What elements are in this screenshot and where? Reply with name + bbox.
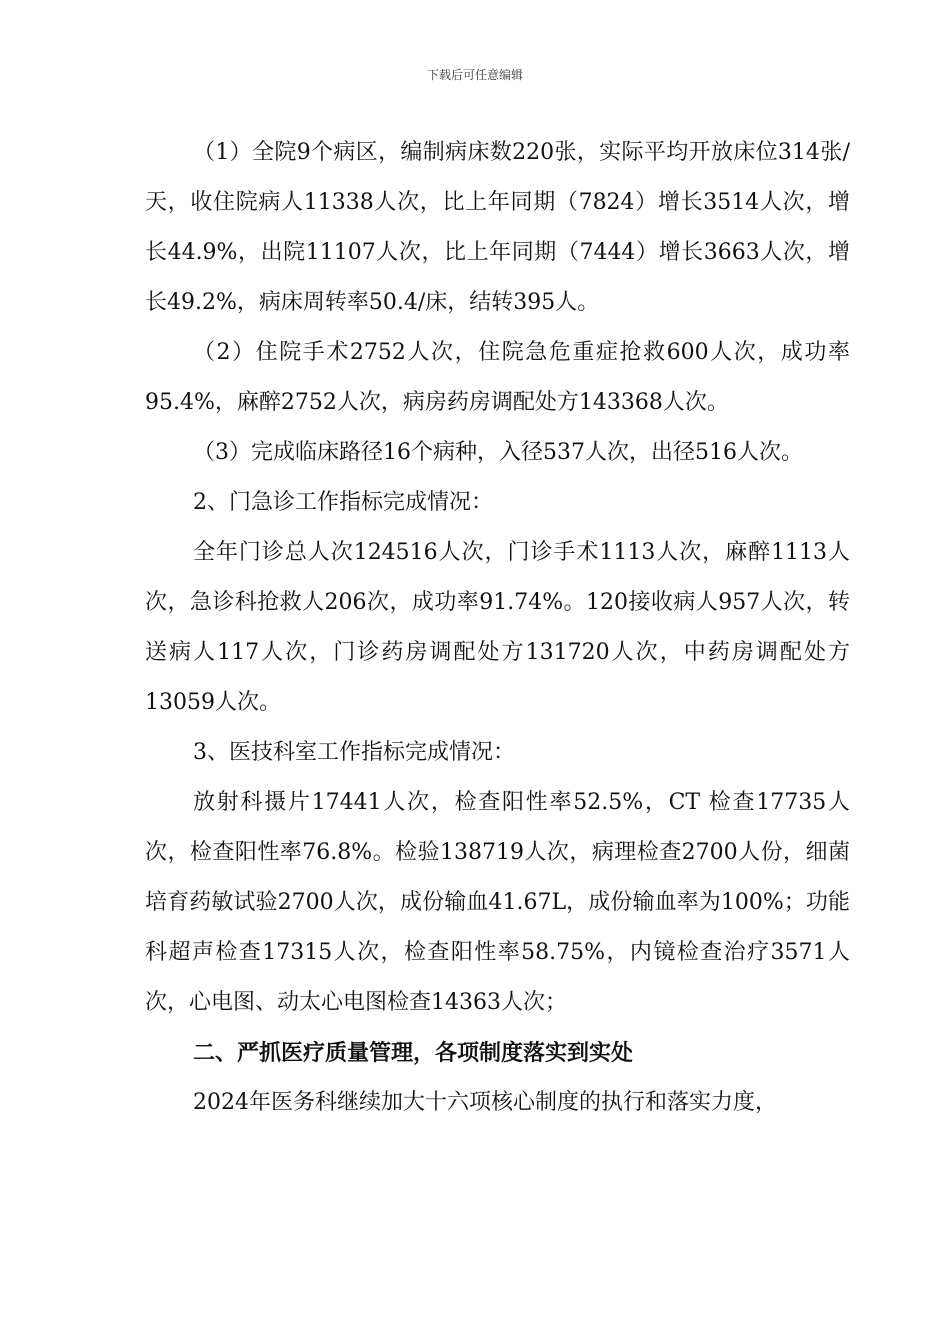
paragraph-outpatient-stats: 全年门诊总人次124516人次，门诊手术1113人次，麻醉1113人次，急诊科抢救人206次，成功率91.74%。120接收病人957人次，转送病人117人次，门诊药房调配处方131720人次，中药房调配处方13059人次。 bbox=[145, 540, 850, 715]
paragraph-surgery-stats: （2）住院手术2752人次，住院急危重症抢救600人次，成功率95.4%，麻醉2752人次，病房药房调配处方143368人次。 bbox=[145, 340, 850, 415]
section-title-outpatient: 2、门急诊工作指标完成情况： bbox=[193, 490, 493, 515]
section-title-medical-tech: 3、医技科室工作指标完成情况： bbox=[193, 740, 515, 765]
document-body bbox=[145, 128, 850, 1128]
paragraph-core-systems: 2024年医务科继续加大十六项核心制度的执行和落实力度， bbox=[193, 1090, 777, 1115]
paragraph-inpatient-stats: （1）全院9个病区，编制病床数220张，实际平均开放床位314张/天，收住院病人11338人次，比上年同期（7824）增长3514人次，增长44.9%，出院11107人次，比上年同期（7444）增长3663人次，增长49.2%，病床周转率50.4/床，结转395人。 bbox=[145, 140, 850, 315]
paragraph-medical-tech-stats: 放射科摄片17441人次，检查阳性率52.5%，CT 检查17735人次，检查阳性率76.8%。检验138719人次，病理检查2700人份，细菌培育药敏试验2700人次，成份输血41.67L，成份输血率为100%；功能科超声检查17315人次，检查阳性率58.75%，内镜检查治疗3571人次，心电图、动太心电图检查14363人次； bbox=[145, 790, 850, 1015]
paragraph-clinical-pathway: （3）完成临床路径16个病种，入径537人次，出径516人次。 bbox=[193, 440, 803, 465]
section-heading-quality: 二、严抓医疗质量管理，各项制度落实到实处 bbox=[193, 1040, 634, 1066]
page-header: 下载后可任意编辑 bbox=[426, 68, 523, 82]
